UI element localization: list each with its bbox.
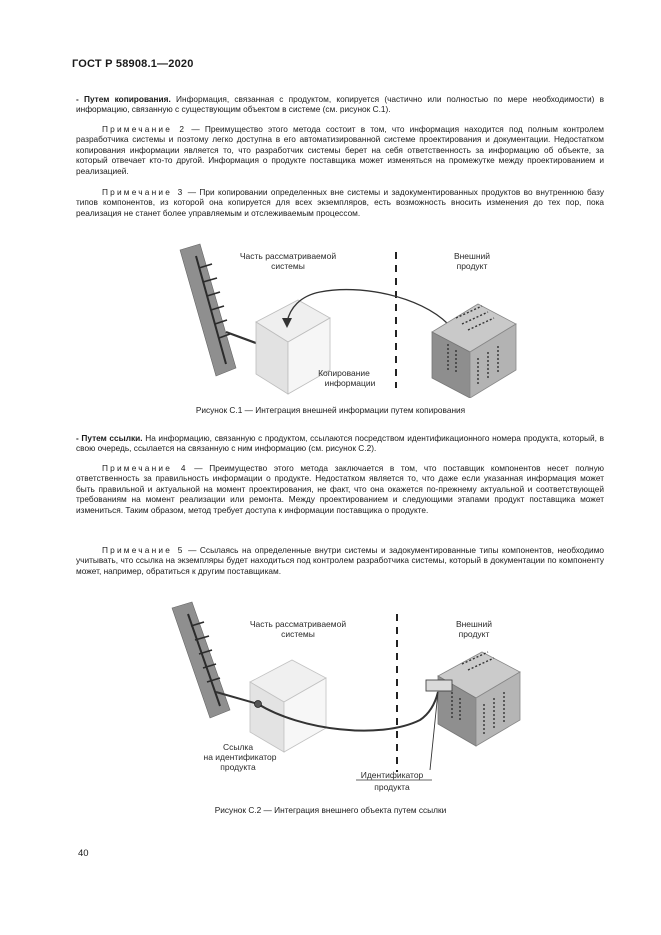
fig2-label-id-line2: продукта xyxy=(374,782,410,792)
note-3-lead: Примечание 3 xyxy=(102,187,185,197)
fig2-label-external-line1: Внешний xyxy=(455,619,493,629)
note-2-body: — Преимущество этого метода состоит в том, что информация находится под полным контролем разработчика системы и поэтому легко доступна в его автоматизированной системе проектирования и документации. Недостатком копирования информации является то, что разработчик системы берет на себя ответственность за информацию об объекте, за который отвечает кто-то другой. Информация о продукте поставщика может изменяться на промежутке между проектированием и реализацией. xyxy=(76,124,605,176)
fig1-label-system-line1: Часть рассматриваемой xyxy=(239,251,337,261)
note-3-body: — При копировании определенных вне системы и задокументированных продуктов во внутреннюю базу типов компонентов, из которой она копируется для всех экземпляров, есть возможность вносить изменения до тех пор, пока реализация не станет более управляемым и отслеживаемым процессом. xyxy=(76,187,604,218)
reference-method-body: На информацию, связанную с продуктом, ссылаются посредством идентификационного номера продукта, который, в свою очередь, ссылается на связанную с ним информацию (см. рисунок С.2). xyxy=(76,433,604,454)
figure-c1-caption: Рисунок С.1 — Интеграция внешней информации путем копирования xyxy=(195,405,466,415)
reference-link-line xyxy=(216,692,438,731)
fig2-label-id-line1: Идентификатор xyxy=(360,770,424,780)
fig1-label-external-line1: Внешний xyxy=(453,251,491,261)
document-header: ГОСТ Р 58908.1—2020 xyxy=(72,58,194,70)
copy-method-body: Информация, связанная с продуктом, копируется (частично или полностью по мере необходимости) в информацию, связанную с существующим объектом в системе (см. рисунок С.1). xyxy=(76,94,604,115)
note-5-body: — Ссылаясь на определенные внутри системы и задокументированные типы компонентов, необходимо учитывать, что ссылка на экземпляры будет находиться под контролем разработчика системы, который в документации по компоненту может, например, обратиться к другим поставщикам. xyxy=(76,545,605,576)
fig2-label-system-line2: системы xyxy=(281,629,315,639)
product-identifier-tag xyxy=(426,680,452,691)
link-point-dot xyxy=(255,701,262,708)
note-3 xyxy=(76,187,604,218)
figure-c2-caption: Рисунок С.2 — Интеграция внешнего объекта путем ссылки xyxy=(214,805,447,815)
paragraph-copy-method xyxy=(76,94,604,115)
note-4-body: — Преимущество этого метода заключается в том, что поставщик компонентов несет полную ответственность за правильность информации о продукте. Недостатком является то, что даже если указанная информация может быть правильной и актуальной на момент проектирования, не факт, что она окажется по-прежнему актуальной и соответствующей требованиям на момент реализации или ремонта. Между проектированием и следующими этапами продукт поставщика может измениться. Таким образом, метод требует доступа к информации поставщика о продукте. xyxy=(76,463,604,515)
note-4-lead: Примечание 4 xyxy=(102,463,188,473)
external-product-cube-2 xyxy=(438,652,520,746)
fig2-label-link-line2: на идентификатор xyxy=(203,752,277,762)
figure-c1-diagram xyxy=(0,238,661,398)
fig2-label-link-line1: Ссылка xyxy=(222,742,254,752)
system-cube xyxy=(256,300,330,394)
fig2-label-system-line1: Часть рассматриваемой xyxy=(249,619,347,629)
reference-method-lead: - Путем ссылки. xyxy=(76,433,143,443)
figure-c2-diagram xyxy=(0,600,661,800)
fig1-label-copy-line2: информации xyxy=(324,378,376,388)
external-product-cube xyxy=(432,304,516,398)
note-5 xyxy=(76,545,604,576)
paragraph-reference-method xyxy=(76,433,604,454)
note-2 xyxy=(76,124,604,176)
page-number: 40 xyxy=(78,848,89,859)
note-2-lead: Примечание 2 xyxy=(102,124,187,134)
system-document-strip xyxy=(180,244,236,376)
system-document-strip-2 xyxy=(172,602,230,718)
fig2-label-external-line2: продукт xyxy=(458,629,490,639)
fig1-label-system-line2: системы xyxy=(271,261,305,271)
note-4 xyxy=(76,463,604,515)
fig2-label-link-line3: продукта xyxy=(220,762,256,772)
fig1-label-copy-line1: Копирование xyxy=(318,368,370,378)
note-5-lead: Примечание 5 xyxy=(102,545,185,555)
copy-method-lead: - Путем копирования. xyxy=(76,94,171,104)
fig1-label-external-line2: продукт xyxy=(456,261,488,271)
